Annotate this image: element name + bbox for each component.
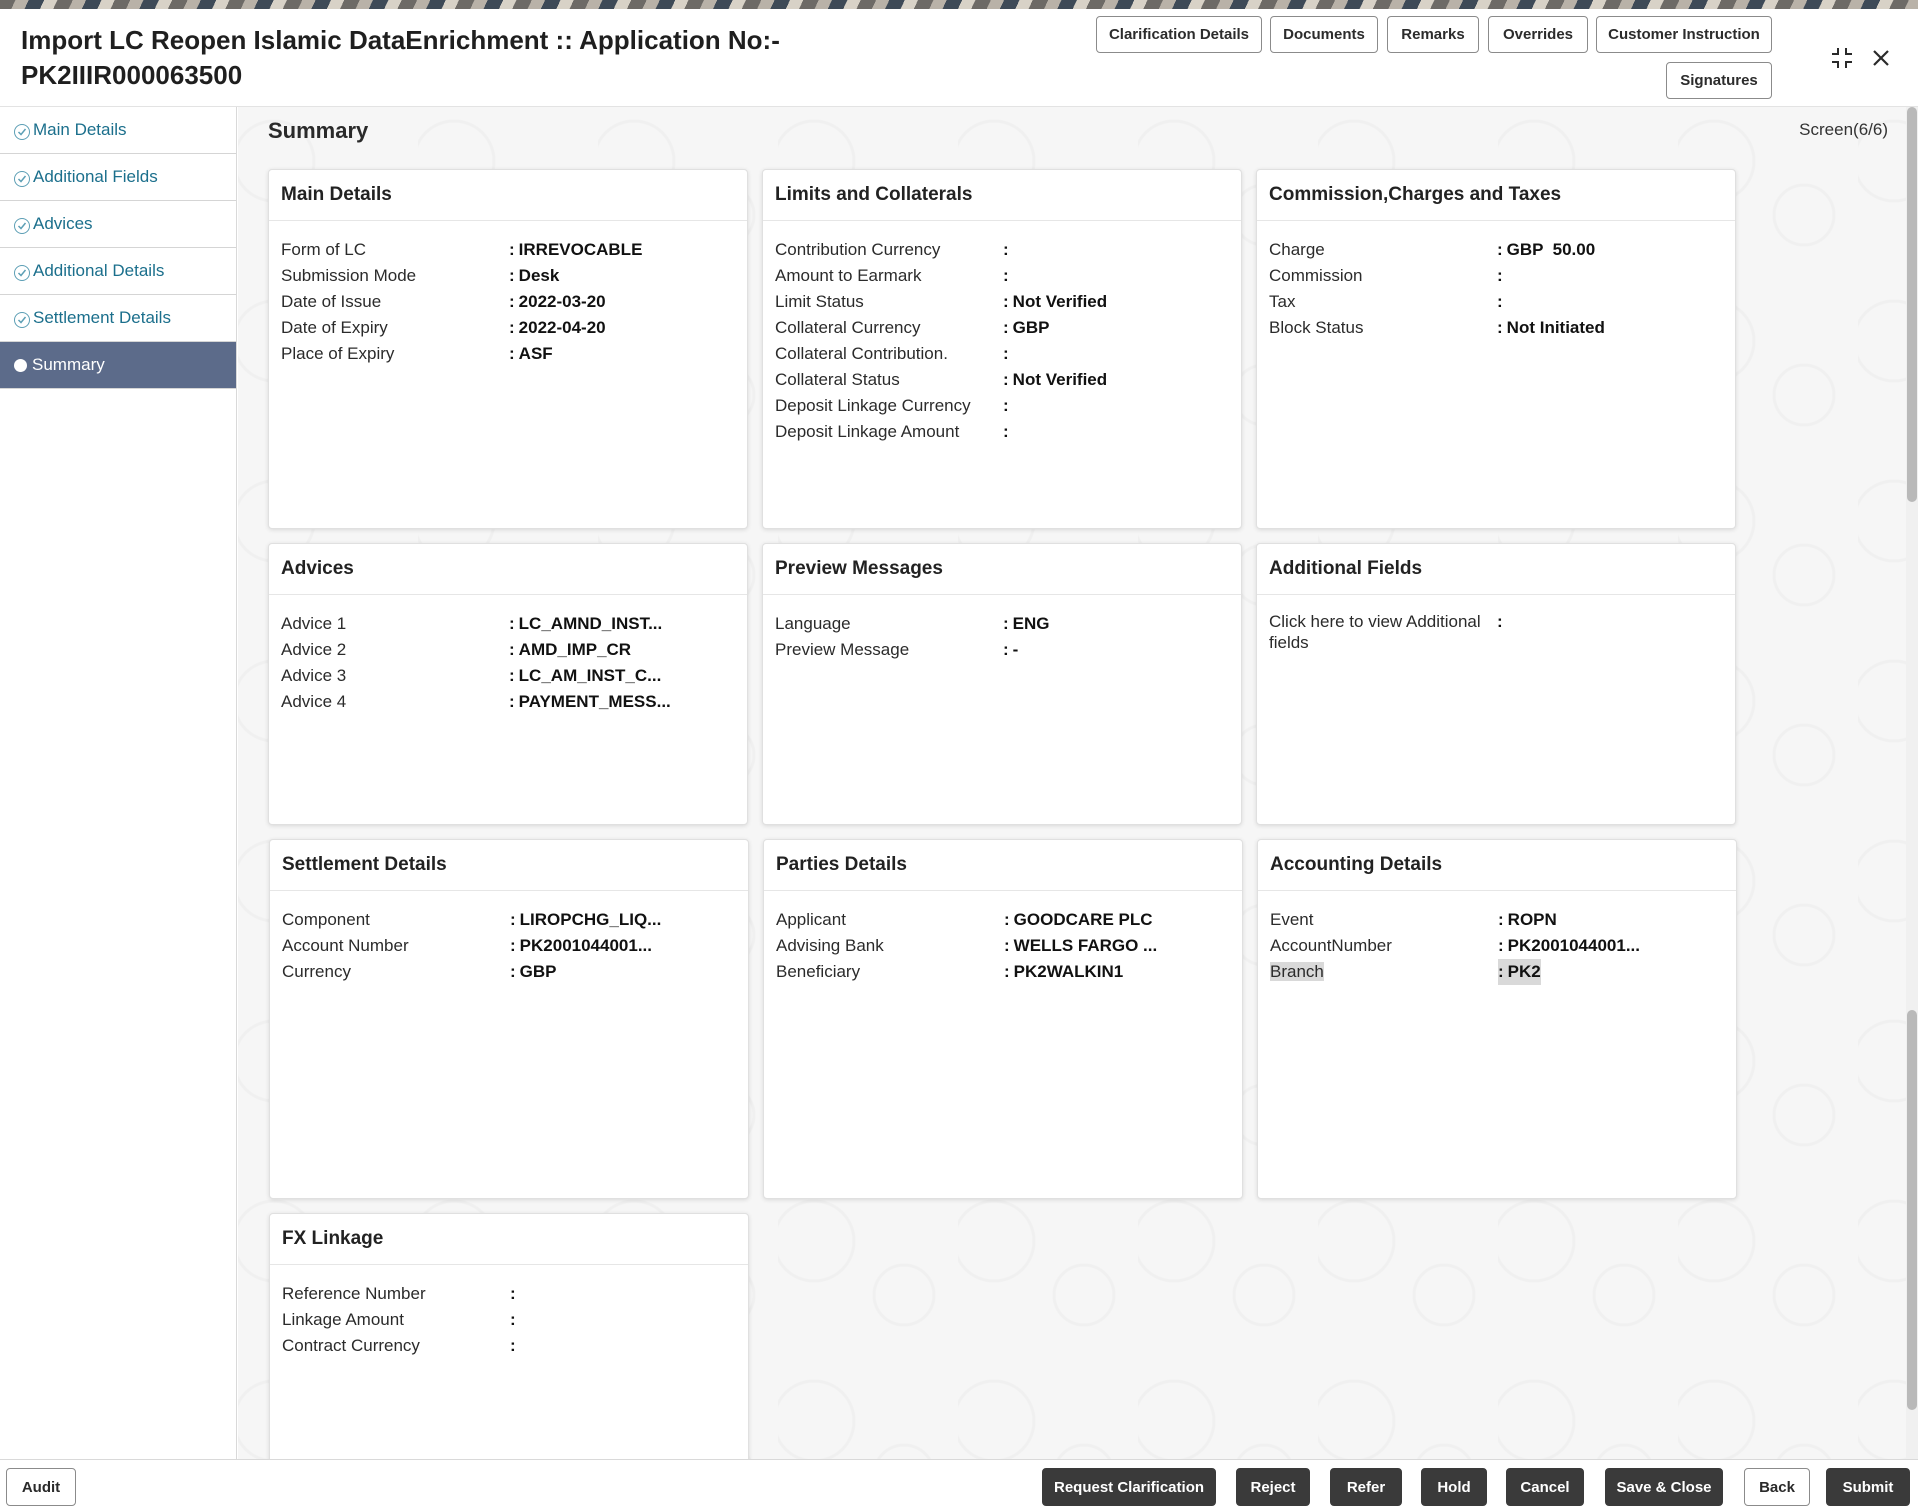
field-label: Deposit Linkage Amount [775, 422, 960, 441]
scrollbar-thumb-top[interactable] [1907, 107, 1917, 502]
field-value: : [1497, 266, 1503, 285]
sidebar-item-label: Main Details [33, 120, 127, 139]
field-value: : GBP [510, 962, 557, 981]
field-row [1270, 933, 1724, 959]
field-row [775, 637, 1229, 663]
card-rows [763, 595, 1241, 663]
field-row [775, 367, 1229, 393]
field-row [775, 341, 1229, 367]
sidebar-item-additional-fields[interactable] [0, 154, 236, 201]
field-label: Advice 1 [281, 614, 347, 633]
page-title [21, 23, 821, 93]
field-row [281, 237, 735, 263]
field-label: Collateral Status [775, 370, 900, 389]
card-title: Advices [269, 544, 747, 595]
field-row [282, 959, 736, 985]
field-value: : PK2WALKIN1 [1004, 962, 1124, 981]
field-row [775, 393, 1229, 419]
field-row [1269, 611, 1723, 653]
field-row [776, 933, 1230, 959]
field-value: : Desk [509, 266, 560, 285]
field-value: : [1003, 422, 1009, 441]
field-value: : IRREVOCABLE [509, 240, 643, 259]
check-circle-icon [14, 171, 30, 187]
card-fx-linkage [269, 1213, 749, 1459]
check-circle-icon [14, 218, 30, 234]
field-label: Block Status [1269, 318, 1364, 337]
cancel-button[interactable]: Cancel [1506, 1468, 1584, 1506]
field-label: Preview Message [775, 640, 910, 659]
field-value-text: Not Verified [1012, 292, 1108, 311]
screen-indicator: Screen(6/6) [1799, 120, 1888, 139]
field-row [775, 263, 1229, 289]
card-title: Accounting Details [1258, 840, 1736, 891]
field-label: Place of Expiry [281, 344, 395, 363]
field-row [281, 663, 735, 689]
field-label: Component [282, 910, 370, 929]
field-row [776, 907, 1230, 933]
field-row [281, 689, 735, 715]
field-value: : ROPN [1498, 910, 1557, 929]
field-value: : PK2001044001... [1498, 936, 1641, 955]
field-value-text: 2022-03-20 [518, 292, 606, 311]
field-row [282, 907, 736, 933]
card-main-details [268, 169, 748, 529]
field-label: Amount to Earmark [775, 266, 922, 285]
card-commission-charges-taxes [1256, 169, 1736, 529]
vertical-scrollbar[interactable] [1906, 107, 1918, 1459]
field-value: : Not Verified [1003, 370, 1108, 389]
customer-instruction-button[interactable]: Customer Instruction [1596, 16, 1772, 53]
field-value: : AMD_IMP_CR [509, 640, 632, 659]
sidebar [0, 107, 237, 1506]
sidebar-item-advices[interactable] [0, 201, 236, 248]
field-row [775, 315, 1229, 341]
field-row [281, 263, 735, 289]
field-value-text: Desk [518, 266, 560, 285]
field-label: Contract Currency [282, 1336, 420, 1355]
field-value-text: Not Initiated [1506, 318, 1605, 337]
field-value: : 2022-03-20 [509, 292, 606, 311]
field-label: Advice 3 [281, 666, 347, 685]
field-value: : Not Verified [1003, 292, 1108, 311]
card-limits-collaterals [762, 169, 1242, 529]
sidebar-item-label: Settlement Details [33, 308, 171, 327]
field-value: : PAYMENT_MESS... [509, 692, 671, 711]
field-value: : [510, 1310, 516, 1329]
field-label: Deposit Linkage Currency [775, 396, 971, 415]
reject-button[interactable]: Reject [1236, 1468, 1310, 1506]
back-button[interactable]: Back [1744, 1468, 1810, 1506]
card-rows [764, 891, 1242, 985]
field-value: : LC_AM_INST_C... [509, 666, 662, 685]
card-rows [1257, 595, 1735, 653]
field-value: : LC_AMND_INST... [509, 614, 663, 633]
field-row [281, 315, 735, 341]
field-label: Commission [1269, 266, 1363, 285]
field-value: : GOODCARE PLC [1004, 910, 1153, 929]
field-value-text: AMD_IMP_CR [518, 640, 632, 659]
card-title: Limits and Collaterals [763, 170, 1241, 221]
field-value: : Not Initiated [1497, 318, 1605, 337]
field-label: Collateral Contribution. [775, 344, 948, 363]
field-label: Limit Status [775, 292, 864, 311]
top-banner-strip [0, 0, 1918, 9]
card-rows [763, 221, 1241, 445]
field-label: Contribution Currency [775, 240, 941, 259]
field-value-text: Not Verified [1012, 370, 1108, 389]
main-content [238, 107, 1918, 1459]
card-title: FX Linkage [270, 1214, 748, 1265]
field-value: : [1497, 612, 1503, 631]
field-row [281, 289, 735, 315]
field-value: : GBP [1003, 318, 1050, 337]
field-label: Account Number [282, 936, 409, 955]
field-label: AccountNumber [1270, 936, 1392, 955]
field-label: Charge [1269, 240, 1325, 259]
field-value-text: - [1012, 640, 1019, 659]
request-clarification-button[interactable]: Request Clarification [1042, 1468, 1216, 1506]
field-label: Date of Issue [281, 292, 382, 311]
field-value-text: ROPN [1507, 910, 1557, 929]
view-additional-fields-link[interactable]: Click here to view Additional fields [1269, 612, 1481, 652]
field-value-text: IRREVOCABLE [518, 240, 643, 259]
field-label: Date of Expiry [281, 318, 388, 337]
field-value-text: PK2 [1507, 962, 1541, 981]
field-value-text: ENG [1012, 614, 1050, 633]
field-row [281, 341, 735, 367]
card-title: Main Details [269, 170, 747, 221]
card-rows [270, 891, 748, 985]
field-value: : GBP 50.00 [1497, 240, 1596, 259]
field-row [281, 611, 735, 637]
field-label: Event [1270, 910, 1314, 929]
field-value: : PK2001044001... [510, 936, 653, 955]
field-value: : ENG [1003, 614, 1050, 633]
field-label: Applicant [776, 910, 846, 929]
field-value: : [1003, 396, 1009, 415]
check-circle-icon [14, 312, 30, 328]
field-row [775, 611, 1229, 637]
field-value-text: WELLS FARGO ... [1013, 936, 1158, 955]
sidebar-item-label: Additional Details [33, 261, 165, 280]
field-value: : [1003, 266, 1009, 285]
field-label: Tax [1269, 292, 1296, 311]
field-label: Collateral Currency [775, 318, 921, 337]
field-value: : WELLS FARGO ... [1004, 936, 1158, 955]
active-dot-icon [14, 359, 27, 372]
check-circle-icon [14, 265, 30, 281]
field-value-text: PK2001044001... [1507, 936, 1641, 955]
submit-button[interactable]: Submit [1826, 1468, 1910, 1506]
field-value-text: ASF [518, 344, 553, 363]
field-row [1269, 315, 1723, 341]
field-value-text: PAYMENT_MESS... [518, 692, 671, 711]
collapse-icon[interactable] [1827, 43, 1857, 73]
field-row [282, 1307, 736, 1333]
section-title: Summary [268, 118, 369, 143]
field-value: : - [1003, 640, 1019, 659]
save-close-button[interactable]: Save & Close [1605, 1468, 1723, 1506]
field-row [282, 933, 736, 959]
card-rows [270, 1265, 748, 1359]
card-settlement-details [269, 839, 749, 1199]
card-rows [1257, 221, 1735, 341]
clarification-details-button[interactable]: Clarification Details [1096, 16, 1262, 53]
field-value-text: GBP [1012, 318, 1050, 337]
field-value-text: GBP [519, 962, 557, 981]
close-icon[interactable] [1866, 43, 1896, 73]
field-value-text: GOODCARE PLC [1013, 910, 1153, 929]
field-value: : 2022-04-20 [509, 318, 606, 337]
field-label: Linkage Amount [282, 1310, 404, 1329]
field-value-text: GBP 50.00 [1506, 240, 1596, 259]
field-row [1269, 263, 1723, 289]
scrollbar-thumb-bottom[interactable] [1907, 1010, 1917, 1410]
sidebar-item-settlement-details[interactable] [0, 295, 236, 342]
field-value-text: 2022-04-20 [518, 318, 606, 337]
sidebar-item-main-details[interactable] [0, 107, 236, 154]
card-parties-details [763, 839, 1243, 1199]
field-value: : [510, 1284, 516, 1303]
title-line-2: PK2IIIR000063500 [21, 60, 243, 90]
field-value-text: LC_AMND_INST... [518, 614, 663, 633]
field-value-text: PK2001044001... [519, 936, 653, 955]
card-rows [269, 595, 747, 715]
field-value-text: LC_AM_INST_C... [518, 666, 662, 685]
field-value: : [1003, 240, 1009, 259]
card-title: Settlement Details [270, 840, 748, 891]
card-accounting-details [1257, 839, 1737, 1199]
hold-button[interactable]: Hold [1421, 1468, 1487, 1506]
field-value: : [1003, 344, 1009, 363]
branch-label-highlight: Branch [1270, 962, 1324, 981]
field-row [1270, 907, 1724, 933]
field-label: Advice 4 [281, 692, 347, 711]
sidebar-item-additional-details[interactable] [0, 248, 236, 295]
field-row [281, 637, 735, 663]
overrides-button[interactable]: Overrides [1488, 16, 1588, 53]
field-label: Form of LC [281, 240, 367, 259]
check-circle-icon [14, 124, 30, 140]
field-value: : [510, 1336, 516, 1355]
card-rows [1258, 891, 1736, 985]
field-row [776, 959, 1230, 985]
field-value: : PK2 [1498, 959, 1541, 985]
field-value-text: LIROPCHG_LIQ... [519, 910, 662, 929]
card-title: Commission,Charges and Taxes [1257, 170, 1735, 221]
header [0, 9, 1918, 107]
field-value: : [1497, 292, 1503, 311]
documents-button[interactable]: Documents [1270, 16, 1378, 53]
footer-toolbar [0, 1459, 1918, 1506]
field-row [282, 1281, 736, 1307]
refer-button[interactable]: Refer [1330, 1468, 1402, 1506]
field-row [775, 237, 1229, 263]
audit-button[interactable]: Audit [6, 1468, 76, 1506]
field-label [1270, 959, 1498, 985]
field-value: : LIROPCHG_LIQ... [510, 910, 662, 929]
card-preview-messages [762, 543, 1242, 825]
field-label: Advice 2 [281, 640, 347, 659]
field-row [1269, 237, 1723, 263]
field-label: Language [775, 614, 851, 633]
signatures-button[interactable]: Signatures [1666, 62, 1772, 99]
field-row [282, 1333, 736, 1359]
field-label: Submission Mode [281, 266, 417, 285]
card-additional-fields [1256, 543, 1736, 825]
card-title: Preview Messages [763, 544, 1241, 595]
remarks-button[interactable]: Remarks [1387, 16, 1479, 53]
card-title: Parties Details [764, 840, 1242, 891]
field-label: Advising Bank [776, 936, 884, 955]
card-title: Additional Fields [1257, 544, 1735, 595]
sidebar-item-label: Additional Fields [33, 167, 158, 186]
field-row [775, 419, 1229, 445]
title-line-1: Import LC Reopen Islamic DataEnrichment :: Application No:- [21, 25, 780, 55]
field-row [1269, 289, 1723, 315]
sidebar-item-summary[interactable] [0, 342, 236, 389]
field-value-text: PK2WALKIN1 [1013, 962, 1124, 981]
field-row [775, 289, 1229, 315]
sidebar-item-label: Advices [33, 214, 93, 233]
card-rows [269, 221, 747, 367]
sidebar-item-label: Summary [32, 355, 105, 374]
field-label: Beneficiary [776, 962, 861, 981]
field-value: : ASF [509, 344, 553, 363]
card-advices [268, 543, 748, 825]
field-row [1270, 959, 1724, 985]
field-label: Reference Number [282, 1284, 426, 1303]
field-label: Currency [282, 962, 351, 981]
